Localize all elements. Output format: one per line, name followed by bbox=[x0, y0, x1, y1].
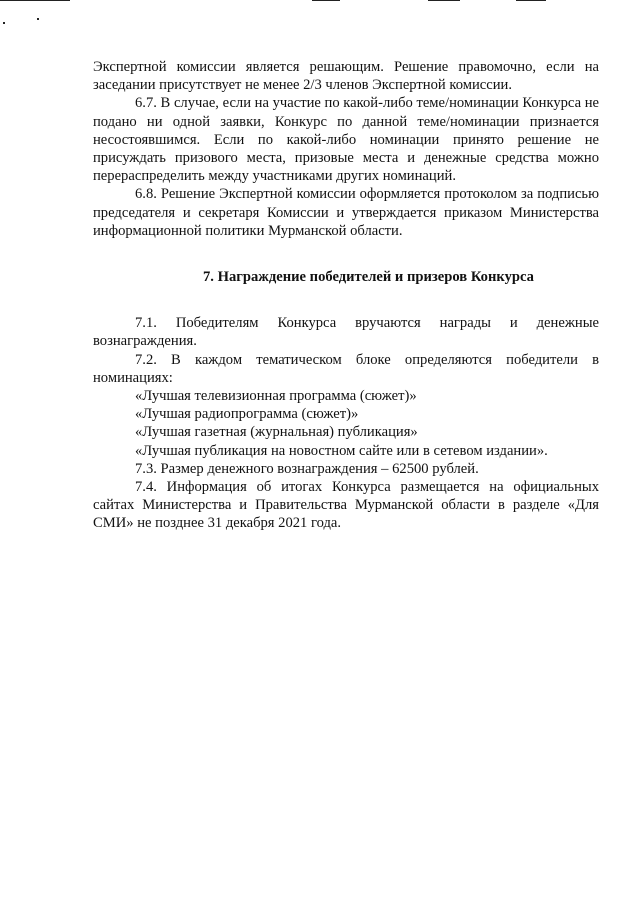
paragraph-continuation: Экспертной комиссии является решающим. Решение правомочно, если на заседании присутствует не менее 2/3 членов Экспертной комиссии. bbox=[93, 59, 599, 94]
paragraph-7-4: 7.4. Информация об итогах Конкурса размещается на официальных сайтах Министерства и Правительства Мурманской области в разделе «Для СМИ» не позднее 31 декабря 2021 года. bbox=[93, 479, 599, 532]
scan-artifact-line bbox=[428, 0, 460, 1]
section-heading-7: 7. Награждение победителей и призеров Конкурса bbox=[203, 269, 534, 286]
document-page bbox=[93, 58, 599, 533]
paragraph-6-8: 6.8. Решение Экспертной комиссии оформляется протоколом за подписью председателя и секретаря Комиссии и утверждается приказом Министерства информационной политики Мурманской области. bbox=[93, 186, 599, 239]
scan-artifact-line bbox=[0, 0, 70, 1]
paragraph-7-1: 7.1. Победителям Конкурса вручаются награды и денежные вознаграждения. bbox=[93, 315, 599, 350]
scan-artifact-dot bbox=[37, 18, 39, 20]
nominations-list bbox=[93, 387, 599, 460]
nomination-item: «Лучшая радиопрограмма (сюжет)» bbox=[135, 406, 359, 423]
nomination-item: «Лучшая публикация на новостном сайте или в сетевом издании». bbox=[135, 442, 548, 459]
nomination-item: «Лучшая газетная (журнальная) публикация» bbox=[135, 424, 418, 441]
scan-artifact-dot bbox=[3, 22, 5, 24]
paragraph-7-3: 7.3. Размер денежного вознаграждения – 62500 рублей. bbox=[135, 460, 479, 477]
paragraph-7-2: 7.2. В каждом тематическом блоке определяются победители в номинациях: bbox=[93, 351, 599, 386]
scan-artifact-line bbox=[516, 0, 546, 1]
paragraph-6-7: 6.7. В случае, если на участие по какой-либо теме/номинации Конкурса не подано ни одной заявки, Конкурс по данной теме/номинации признается несостоявшимся. Если по какой-либо номинации принято решение не присуждать призового места, призовые места и денежные средства можно перераспределить между участниками других номинаций. bbox=[93, 95, 599, 185]
scan-artifact-line bbox=[312, 0, 340, 1]
nomination-item: «Лучшая телевизионная программа (сюжет)» bbox=[135, 388, 417, 405]
